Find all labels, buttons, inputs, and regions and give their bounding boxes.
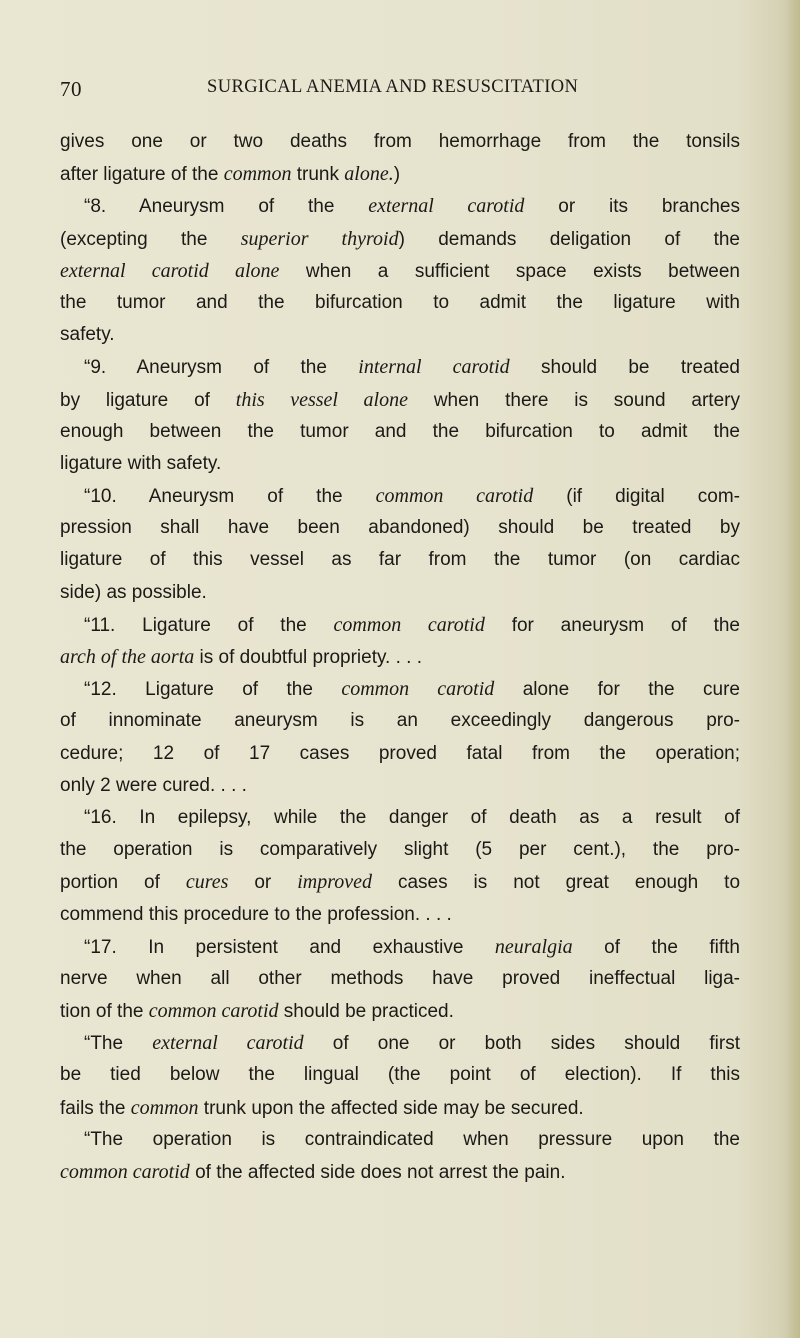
- text-run: pression shall have been abandoned) should be treated by: [60, 517, 740, 539]
- italic-text: common carotid: [333, 613, 485, 636]
- text-line: [60, 1059, 740, 1091]
- text-run: “12. Ligature of the: [84, 679, 342, 701]
- text-run: ligature of this vessel as far from the tumor (on cardiac: [60, 549, 740, 571]
- text-run: portion of: [60, 872, 186, 894]
- text-run: when a sufficient space exists between: [279, 260, 740, 282]
- text-line: [60, 384, 740, 416]
- text-run: “11. Ligature of the: [84, 614, 334, 636]
- text-run: the tumor and the bifurcation to admit the ligature with: [60, 291, 740, 313]
- text-line: [60, 866, 740, 898]
- text-run: “17. In persistent and exhaustive: [84, 936, 495, 958]
- italic-text: common: [223, 163, 292, 186]
- text-line: [60, 448, 740, 480]
- text-run: side) as possible.: [60, 581, 207, 603]
- text-line: [60, 223, 740, 255]
- italic-text: common carotid: [375, 485, 534, 508]
- text-run: “The operation is contraindicated when pressure upon the: [84, 1128, 740, 1150]
- text-run: trunk: [291, 164, 345, 186]
- text-line: [60, 351, 740, 383]
- text-line: [60, 416, 740, 448]
- text-run: the operation is comparatively slight (5 per cent.), the pro-: [60, 839, 740, 861]
- italic-text: superior thyroid: [240, 227, 399, 250]
- italic-text: alone.: [344, 163, 394, 186]
- text-line: [60, 931, 740, 963]
- text-run: nerve when all other methods have proved ineffectual liga-: [60, 967, 740, 989]
- text-line: [60, 705, 740, 737]
- text-line: [60, 995, 740, 1027]
- text-run: ) demands deligation of the: [398, 228, 740, 250]
- text-line: [60, 512, 740, 544]
- text-run: by ligature of: [60, 389, 236, 411]
- text-run: is of doubtful propriety. . . .: [194, 647, 423, 668]
- text-run: trunk upon the affected side may be secured.: [198, 1097, 584, 1119]
- text-line: [60, 1092, 740, 1124]
- text-run: “16. In epilepsy, while the danger of death as a result of: [84, 806, 740, 828]
- text-line: [60, 802, 740, 834]
- text-run: for aneurysm of the: [484, 614, 741, 636]
- text-run: gives one or two deaths from hemorrhage from the tonsils: [60, 131, 740, 152]
- italic-text: common carotid: [60, 1161, 190, 1183]
- italic-text: common carotid: [148, 1000, 279, 1023]
- text-run: of innominate aneurysm is an exceedingly dangerous pro-: [60, 710, 740, 732]
- text-run: ): [393, 164, 401, 186]
- text-line: [60, 609, 740, 641]
- text-line: [60, 963, 740, 995]
- italic-text: common: [130, 1096, 199, 1119]
- italic-text: neuralgia: [494, 935, 573, 958]
- text-line: [60, 158, 740, 190]
- text-run: enough between the tumor and the bifurcation to admit the: [60, 420, 740, 442]
- text-run: fails the: [60, 1097, 131, 1119]
- text-run: “9. Aneurysm of the: [84, 357, 359, 379]
- text-run: cedure; 12 of 17 cases proved fatal from the operation;: [60, 742, 740, 764]
- text-line: [60, 641, 740, 673]
- text-line: [60, 834, 740, 866]
- text-run: should be practiced.: [278, 1001, 454, 1023]
- text-run: alone for the cure: [494, 679, 740, 701]
- text-run: be tied below the lingual (the point of election). If this: [60, 1064, 740, 1086]
- italic-text: external carotid: [368, 195, 525, 218]
- text-line: [60, 738, 740, 770]
- text-run: of one or both sides should first: [303, 1033, 740, 1055]
- text-run: after ligature of the: [60, 164, 224, 186]
- page-number: 70: [60, 77, 82, 101]
- text-run: cases is not great enough to: [372, 872, 741, 894]
- text-run: “The: [84, 1033, 153, 1055]
- italic-text: this vessel alone: [235, 388, 408, 411]
- text-run: or its branches: [524, 196, 740, 218]
- text-line: [60, 480, 740, 512]
- running-head: SURGICAL ANEMIA AND RESUSCITATION: [207, 77, 579, 97]
- text-line: [60, 1124, 740, 1156]
- body-text: [60, 126, 740, 1188]
- text-run: (excepting the: [60, 228, 241, 250]
- text-line: [60, 577, 740, 609]
- italic-text: arch of the aorta: [60, 646, 195, 668]
- text-run: only 2 were cured. . . .: [60, 774, 247, 796]
- italic-text: external carotid: [152, 1032, 304, 1055]
- text-line: [60, 126, 740, 158]
- text-run: ligature with safety.: [60, 452, 222, 474]
- text-run: (if digital com-: [533, 486, 741, 508]
- text-line: [60, 287, 740, 319]
- text-line: [60, 673, 740, 705]
- text-line: [60, 255, 740, 287]
- text-line: [60, 544, 740, 576]
- text-line: [60, 1156, 740, 1188]
- italic-text: cures: [185, 871, 229, 894]
- text-run: “8. Aneurysm of the: [84, 196, 369, 218]
- italic-text: internal carotid: [358, 356, 510, 379]
- text-line: [60, 770, 740, 802]
- text-run: commend this procedure to the profession. . . .: [60, 903, 452, 925]
- text-line: [60, 319, 740, 351]
- page-header: [60, 77, 740, 105]
- italic-text: common carotid: [341, 678, 495, 701]
- text-run: of the fifth: [572, 936, 740, 958]
- text-line: [60, 899, 740, 931]
- text-run: should be treated: [509, 357, 740, 379]
- text-line: [60, 190, 740, 222]
- text-run: “10. Aneurysm of the: [84, 486, 376, 508]
- italic-text: improved: [297, 871, 373, 894]
- italic-text: external carotid alone: [60, 259, 280, 282]
- text-run: or: [228, 872, 298, 894]
- text-run: tion of the: [60, 1001, 149, 1023]
- text-run: of the affected side does not arrest the pain.: [189, 1162, 566, 1183]
- text-run: when there is sound artery: [407, 389, 740, 411]
- text-run: safety.: [60, 324, 115, 346]
- page-edge-shadow: [786, 0, 800, 1338]
- text-line: [60, 1027, 740, 1059]
